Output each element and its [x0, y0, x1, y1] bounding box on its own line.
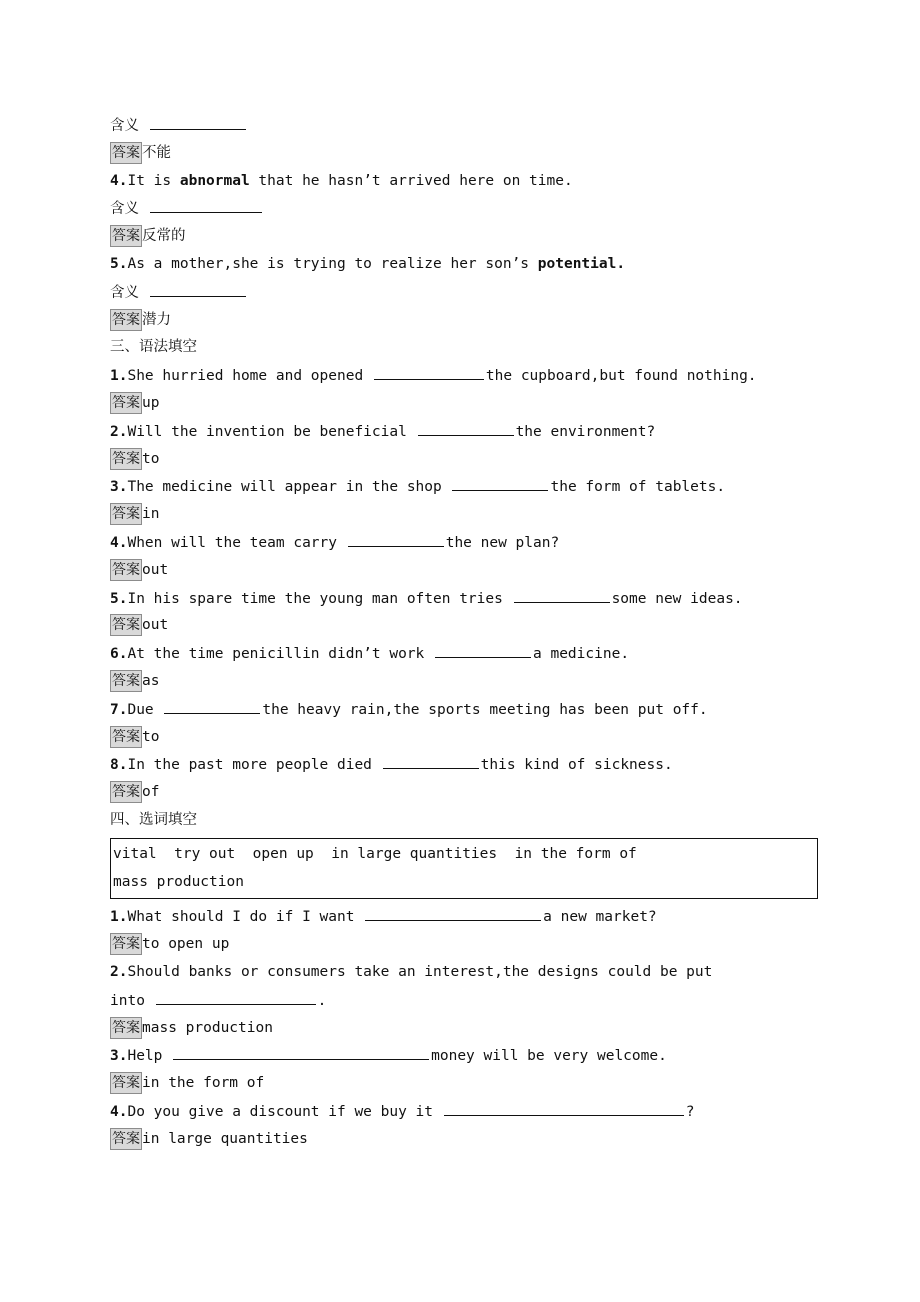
question-text: Will the invention be beneficial — [127, 423, 416, 440]
question-number: 2. — [110, 963, 128, 980]
answer-blank[interactable] — [452, 473, 548, 491]
answer-line — [110, 612, 830, 640]
question-number: 4. — [110, 172, 128, 189]
answer-text: out — [142, 617, 169, 634]
answer-text: out — [142, 561, 169, 578]
question-s3-5 — [110, 585, 830, 613]
keyword: potential. — [537, 255, 626, 272]
question-number: 3. — [110, 479, 128, 496]
answer-text: in large quantities — [142, 1130, 308, 1147]
question-number: 3. — [110, 1048, 128, 1065]
answer-blank[interactable] — [383, 751, 479, 769]
question-text: Do you give a discount if we buy it — [127, 1103, 442, 1120]
question-text: that he hasn’t arrived here on time. — [249, 172, 573, 189]
meaning-label: 含义 — [110, 284, 139, 301]
answer-text: 不能 — [142, 144, 171, 161]
answer-text: in — [142, 506, 160, 523]
question-text: money will be very welcome. — [431, 1048, 667, 1065]
question-s3-8 — [110, 751, 830, 779]
answer-text: to — [142, 728, 160, 745]
answer-tag: 答案 — [110, 781, 142, 803]
answer-tag: 答案 — [110, 614, 142, 636]
question-text: the cupboard,but found nothing. — [485, 368, 757, 385]
answer-line — [110, 390, 830, 418]
question-text: ? — [685, 1103, 695, 1120]
question-text: It is — [127, 172, 180, 189]
question-text: The medicine will appear in the shop — [127, 479, 451, 496]
answer-tag: 答案 — [110, 726, 142, 748]
answer-blank[interactable] — [348, 529, 444, 547]
question-number: 1. — [110, 909, 128, 926]
answer-tag: 答案 — [110, 309, 142, 331]
question-number: 6. — [110, 646, 128, 663]
question-s3-3 — [110, 473, 830, 501]
question-text: At the time penicillin didn’t work — [127, 646, 434, 663]
worksheet-page — [110, 112, 830, 1153]
answer-blank[interactable] — [164, 696, 260, 714]
answer-blank[interactable] — [418, 418, 514, 436]
answer-line — [110, 1126, 830, 1154]
answer-text: in the form of — [142, 1075, 265, 1092]
answer-tag: 答案 — [110, 142, 142, 164]
question-number: 7. — [110, 701, 128, 718]
question-s4-1 — [110, 903, 830, 931]
keyword: abnormal — [179, 172, 250, 189]
answer-blank[interactable] — [150, 279, 246, 297]
meaning-label: 含义 — [110, 201, 139, 218]
answer-tag: 答案 — [110, 225, 142, 247]
answer-line — [110, 724, 830, 752]
answer-line — [110, 668, 830, 696]
answer-line — [110, 446, 830, 474]
answer-blank[interactable] — [444, 1098, 684, 1116]
question-s3-1 — [110, 362, 830, 390]
question-number: 1. — [110, 368, 128, 385]
question-number: 8. — [110, 757, 128, 774]
question-number: 4. — [110, 534, 128, 551]
answer-tag: 答案 — [110, 448, 142, 470]
question-text: In his spare time the young man often tries — [127, 590, 512, 607]
answer-tag: 答案 — [110, 1072, 142, 1094]
question-s4-2-cont — [110, 987, 830, 1015]
answer-line — [110, 779, 830, 807]
section-title: 四、选词填空 — [110, 811, 197, 828]
answer-tag: 答案 — [110, 503, 142, 525]
question-text: . — [317, 992, 327, 1009]
answer-tag: 答案 — [110, 933, 142, 955]
word-box — [110, 838, 818, 900]
answer-tag: 答案 — [110, 670, 142, 692]
answer-text: 潜力 — [142, 311, 171, 328]
question-number: 4. — [110, 1103, 128, 1120]
answer-tag: 答案 — [110, 392, 142, 414]
answer-text: of — [142, 784, 160, 801]
answer-blank[interactable] — [173, 1042, 429, 1060]
answer-text: 反常的 — [142, 228, 186, 245]
question-text: a medicine. — [533, 646, 630, 663]
meaning-label: 含义 — [110, 118, 139, 134]
question-text: a new market? — [543, 909, 657, 926]
answer-text: up — [142, 394, 160, 411]
meaning-line-4 — [110, 195, 830, 223]
answer-text: mass production — [142, 1019, 273, 1036]
question-text: When will the team carry — [127, 534, 346, 551]
question-s3-6 — [110, 640, 830, 668]
question-text: Should banks or consumers take an interest,the designs could be put — [127, 963, 713, 980]
word-box-line: vital try out open up in large quantities in the form of — [113, 845, 637, 862]
question-text: As a mother,she is trying to realize her son’s — [127, 255, 538, 272]
question-text: this kind of sickness. — [480, 757, 673, 774]
section-title: 三、语法填空 — [110, 339, 197, 356]
answer-text: as — [142, 672, 160, 689]
question-s4-4 — [110, 1098, 830, 1126]
question-text: Help — [127, 1048, 172, 1065]
question-s4-2 — [110, 959, 830, 987]
question-s1-5 — [110, 251, 830, 279]
answer-text: to open up — [142, 936, 230, 953]
question-text: the environment? — [515, 423, 656, 440]
word-box-line: mass production — [113, 873, 244, 890]
question-text: In the past more people died — [127, 757, 381, 774]
question-text: the form of tablets. — [550, 479, 726, 496]
answer-blank[interactable] — [150, 112, 246, 130]
answer-blank[interactable] — [435, 640, 531, 658]
answer-blank[interactable] — [374, 362, 484, 380]
answer-line — [110, 140, 830, 168]
answer-line — [110, 501, 830, 529]
answer-line — [110, 557, 830, 585]
answer-line — [110, 1015, 830, 1043]
question-number: 2. — [110, 423, 128, 440]
answer-text: to — [142, 450, 160, 467]
meaning-line-5 — [110, 279, 830, 307]
answer-blank[interactable] — [365, 903, 541, 921]
question-text: into — [110, 992, 154, 1009]
answer-blank[interactable] — [150, 195, 262, 213]
question-s1-4 — [110, 168, 830, 196]
answer-tag: 答案 — [110, 559, 142, 581]
question-s4-3 — [110, 1042, 830, 1070]
question-number: 5. — [110, 255, 128, 272]
answer-tag: 答案 — [110, 1017, 142, 1039]
meaning-line-3 — [110, 112, 830, 140]
answer-tag: 答案 — [110, 1128, 142, 1150]
question-text: some new ideas. — [611, 590, 743, 607]
answer-line — [110, 223, 830, 251]
question-text: Due — [127, 701, 163, 718]
answer-line — [110, 307, 830, 335]
question-text: the new plan? — [445, 534, 560, 551]
question-text: the heavy rain,the sports meeting has been put off. — [262, 701, 708, 718]
question-number: 5. — [110, 590, 128, 607]
question-text: She hurried home and opened — [127, 368, 372, 385]
answer-line — [110, 1070, 830, 1098]
question-s3-2 — [110, 418, 830, 446]
answer-blank[interactable] — [156, 987, 316, 1005]
question-text: What should I do if I want — [127, 909, 364, 926]
answer-blank[interactable] — [514, 585, 610, 603]
answer-line — [110, 931, 830, 959]
question-s3-7 — [110, 696, 830, 724]
question-s3-4 — [110, 529, 830, 557]
